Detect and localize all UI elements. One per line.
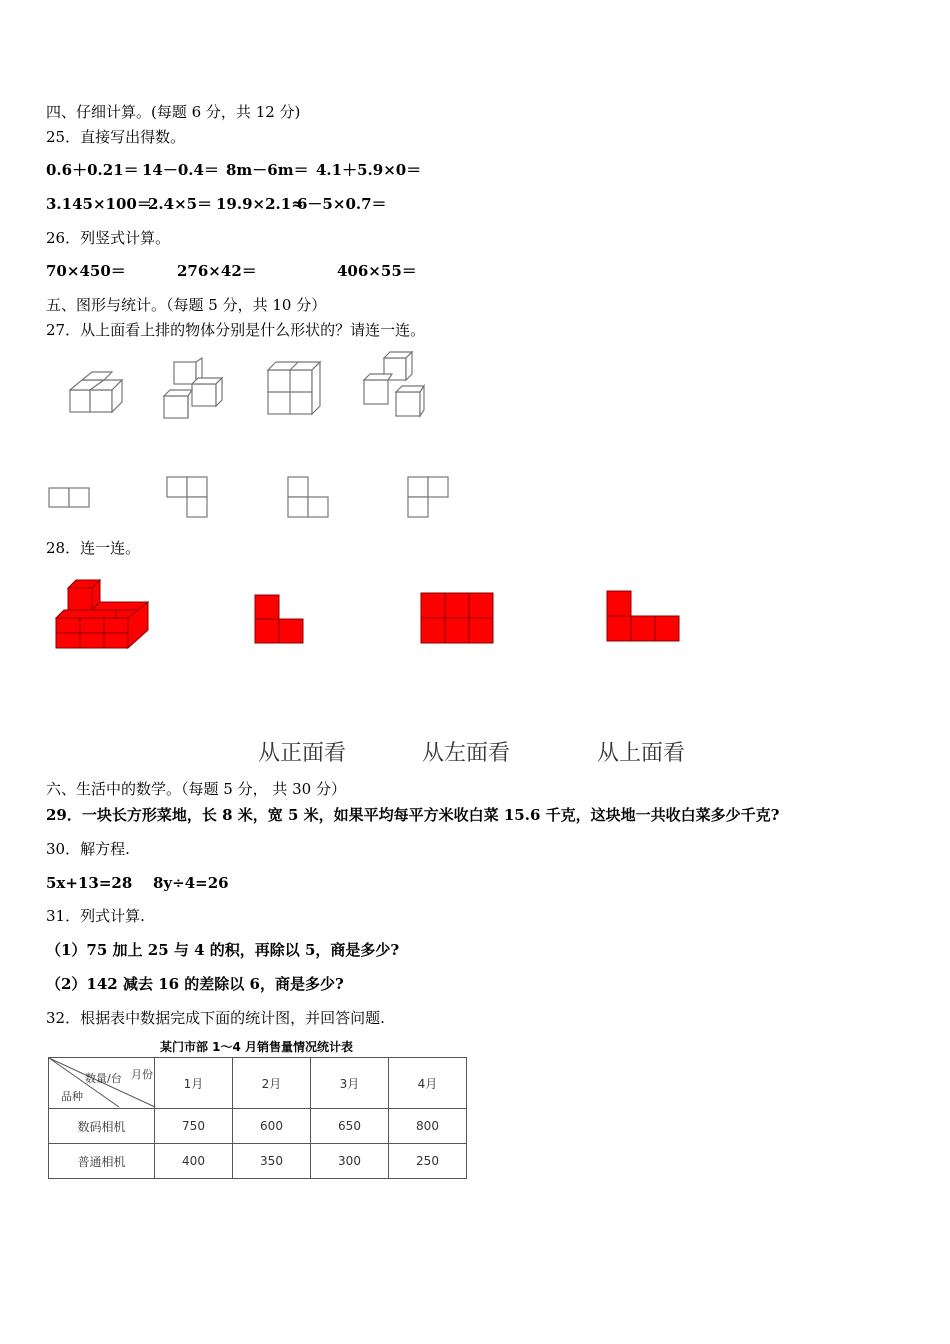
table-cell: 400	[155, 1144, 233, 1179]
q27-solid-4	[358, 352, 426, 420]
corner-variety-label: 品种	[61, 1090, 83, 1103]
q31-part-1: （1）75 加上 25 与 4 的积，再除以 5，商是多少?	[46, 941, 400, 959]
q25-expr-2: 14－0.4＝	[142, 161, 219, 179]
section-5-title: 五、图形与统计。（每题 5 分，共 10 分）	[46, 296, 327, 314]
q25-expr-3: 8m－6m＝	[226, 161, 309, 179]
q29-text: 29．一块长方形菜地，长 8 米，宽 5 米，如果平均每平方米收白菜 15.6 千克，这块地一共收白菜多少千克?	[46, 806, 780, 824]
q27-view-3	[287, 476, 331, 520]
table-cell: 750	[155, 1109, 233, 1144]
table-cell: 600	[233, 1109, 311, 1144]
q27-solid-3	[264, 360, 322, 420]
sales-table	[48, 1057, 467, 1179]
corner-quantity-label: 数量/台	[85, 1072, 122, 1085]
table-cell: 350	[233, 1144, 311, 1179]
table-row	[49, 1109, 467, 1144]
q27-view-1	[48, 487, 92, 509]
q28-red-view-2	[420, 592, 496, 644]
q27-title: 27．从上面看上排的物体分别是什么形状的？请连一连。	[46, 321, 426, 339]
q31-part-2: （2）142 减去 16 的差除以 6，商是多少?	[46, 975, 344, 993]
q30-eq-1: 5x+13=28	[46, 874, 133, 892]
q30-title: 30．解方程.	[46, 840, 130, 858]
q28-red-view-1	[254, 594, 306, 644]
q27-view-2	[166, 476, 210, 520]
q25-expr-1: 0.6＋0.21＝	[46, 161, 139, 179]
table-row	[49, 1144, 467, 1179]
q32-title: 32．根据表中数据完成下面的统计图，并回答问题.	[46, 1009, 385, 1027]
view-label-left: 从左面看	[422, 741, 511, 766]
q28-title: 28．连一连。	[46, 539, 141, 557]
q26-expr-2: 276×42＝	[177, 262, 257, 280]
month-header: 1月	[155, 1058, 233, 1109]
table-header-row	[49, 1058, 467, 1109]
table-cell: 800	[389, 1109, 467, 1144]
view-label-front: 从正面看	[258, 741, 347, 766]
table-cell: 650	[311, 1109, 389, 1144]
month-header: 2月	[233, 1058, 311, 1109]
q25-expr-5: 3.145×100＝	[46, 195, 152, 213]
table-corner-cell	[49, 1058, 155, 1109]
q25-title: 25．直接写出得数。	[46, 128, 186, 146]
q26-expr-3: 406×55＝	[337, 262, 417, 280]
q25-expr-6: 2.4×5＝	[148, 195, 213, 213]
q30-eq-2: 8y÷4=26	[153, 874, 229, 892]
month-header: 4月	[389, 1058, 467, 1109]
q26-title: 26．列竖式计算。	[46, 229, 171, 247]
q28-red-solid	[52, 578, 152, 652]
q26-expr-1: 70×450＝	[46, 262, 126, 280]
q27-view-4	[407, 476, 451, 520]
table-cell: 250	[389, 1144, 467, 1179]
q28-red-view-3	[606, 590, 682, 642]
q31-title: 31．列式计算.	[46, 907, 145, 925]
section-4-title: 四、仔细计算。(每题 6 分，共 12 分)	[46, 103, 301, 121]
section-6-title: 六、生活中的数学。（每题 5 分， 共 30 分）	[46, 780, 346, 798]
q27-solid-1	[66, 370, 126, 420]
corner-month-label: 月份	[131, 1068, 153, 1081]
view-label-top: 从上面看	[597, 741, 686, 766]
table-cell: 300	[311, 1144, 389, 1179]
q25-expr-4: 4.1＋5.9×0＝	[316, 161, 422, 179]
row-name: 普通相机	[49, 1144, 155, 1179]
q27-solid-2	[160, 358, 226, 422]
row-name: 数码相机	[49, 1109, 155, 1144]
q25-expr-8: 6－5×0.7＝	[297, 195, 387, 213]
q25-expr-7: 19.9×2.1≈	[216, 195, 304, 213]
table-caption: 某门市部 1～4 月销售量情况统计表	[160, 1040, 354, 1054]
month-header: 3月	[311, 1058, 389, 1109]
